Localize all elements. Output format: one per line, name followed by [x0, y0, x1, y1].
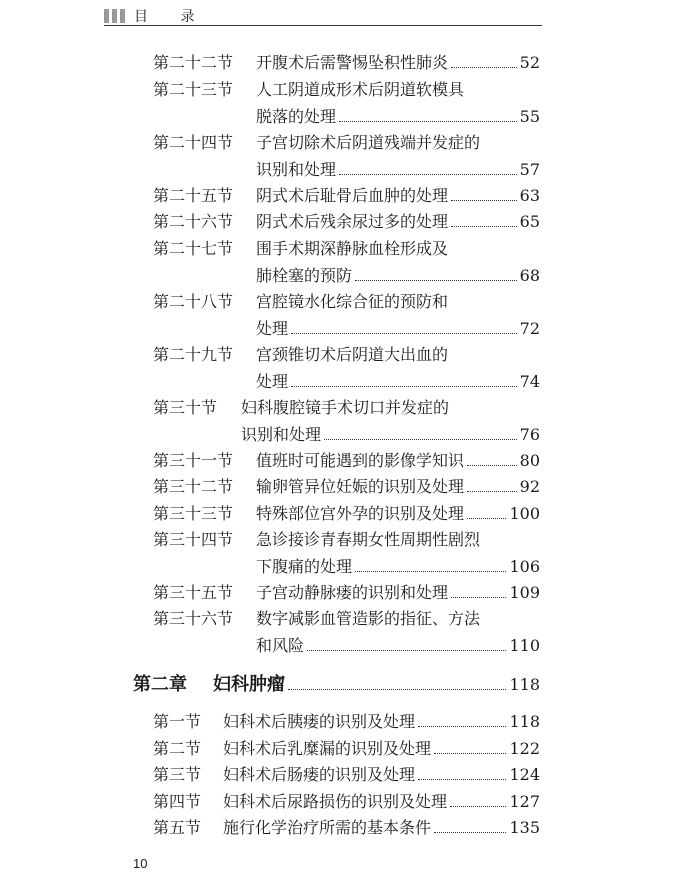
toc-entry-line: [153, 527, 480, 550]
toc-entry-line: [256, 554, 540, 577]
entry-title: 妇科术后肠瘘的识别及处理: [223, 765, 416, 784]
entry-title: 处理: [256, 371, 289, 391]
section-label: 第三十二节: [153, 477, 234, 496]
entry-page: 110: [509, 635, 540, 655]
dot-leader: [467, 465, 517, 466]
entry-title: 阴式术后残余尿过多的处理: [256, 212, 449, 231]
dot-leader: [291, 386, 517, 387]
entry-page: 135: [509, 818, 540, 837]
dot-leader: [339, 174, 517, 175]
toc-entry-line: [153, 50, 540, 73]
toc-entry-line: [256, 633, 540, 656]
section-label: 第三十四节: [153, 530, 234, 549]
dot-leader: [450, 806, 506, 807]
header-decoration: [104, 9, 126, 23]
toc-entry-line: [153, 709, 540, 732]
toc-entry-line: [153, 342, 448, 365]
dot-leader: [451, 200, 517, 201]
toc-entry-line: [256, 369, 540, 392]
entry-page: 72: [519, 318, 540, 338]
chapter-label: 第二章: [133, 674, 187, 695]
dot-leader: [291, 333, 517, 334]
section-label: 第二节: [153, 739, 202, 758]
toc-entry-line: [153, 448, 540, 471]
section-label: 第一节: [153, 712, 202, 731]
dot-leader: [467, 491, 517, 492]
dot-leader: [418, 779, 506, 780]
entry-title: 下腹痛的处理: [256, 556, 353, 576]
entry-title: 肺栓塞的预防: [256, 265, 353, 285]
toc-entry-line: [153, 236, 448, 259]
entry-title: 人工阴道成形术后阴道软模具: [256, 80, 465, 99]
section-label: 第三节: [153, 765, 202, 784]
entry-page: 55: [519, 106, 540, 126]
entry-page: 106: [509, 556, 540, 576]
dot-leader: [451, 597, 506, 598]
toc-entry-line: [241, 422, 540, 445]
dot-leader: [467, 518, 506, 519]
entry-title: 子宫动静脉瘘的识别和处理: [256, 583, 449, 602]
entry-title: 特殊部位宫外孕的识别及处理: [256, 504, 465, 523]
section-label: 第二十六节: [153, 212, 234, 231]
entry-title: 值班时可能遇到的影像学知识: [256, 451, 465, 470]
entry-title: 识别和处理: [256, 159, 337, 179]
page-number: 10: [133, 856, 148, 871]
dot-leader: [355, 280, 517, 281]
entry-title: 围手术期深静脉血栓形成及: [256, 239, 449, 258]
dot-leader: [339, 121, 517, 122]
dot-leader: [434, 832, 506, 833]
entry-page: 52: [519, 53, 540, 72]
dot-leader: [324, 439, 517, 440]
section-label: 第二十四节: [153, 133, 234, 152]
entry-title: 开腹术后需警惕坠积性肺炎: [256, 53, 449, 72]
section-label: 第三十三节: [153, 504, 234, 523]
dot-leader: [418, 726, 506, 727]
entry-page: 92: [519, 477, 540, 496]
toc-entry-line: [153, 474, 540, 497]
chapter-title: 妇科肿瘤: [213, 674, 285, 695]
entry-page: 76: [519, 424, 540, 444]
entry-title: 宫颈锥切术后阴道大出血的: [256, 345, 449, 364]
chapter-heading: [133, 670, 540, 696]
entry-page: 80: [519, 451, 540, 470]
dot-leader: [288, 689, 506, 690]
toc-entry-line: [153, 580, 540, 603]
dot-leader: [434, 753, 506, 754]
toc-entry-line: [153, 501, 540, 524]
section-label: 第三十一节: [153, 451, 234, 470]
entry-title: 妇科术后乳糜漏的识别及处理: [223, 739, 432, 758]
entry-title: 急诊接诊青春期女性周期性剧烈: [256, 530, 481, 549]
entry-page: 127: [509, 792, 540, 811]
section-label: 第三十节: [153, 398, 218, 417]
toc-entry-line: [256, 104, 540, 127]
entry-page: 124: [509, 765, 540, 784]
entry-title: 和风险: [256, 635, 305, 655]
section-label: 第二十三节: [153, 80, 234, 99]
entry-page: 65: [519, 212, 540, 231]
entry-title: 识别和处理: [241, 424, 322, 444]
entry-title: 妇科术后尿路损伤的识别及处理: [223, 792, 448, 811]
toc-entry-line: [256, 157, 540, 180]
toc-entry-line: [153, 289, 448, 312]
toc-entry-line: [153, 762, 540, 785]
toc-entry-line: [153, 209, 540, 232]
toc-entry-line: [153, 130, 480, 153]
entry-page: 100: [509, 504, 540, 523]
toc-entry-line: [153, 815, 540, 838]
entry-title: 处理: [256, 318, 289, 338]
dot-leader: [307, 650, 506, 651]
entry-page: 68: [519, 265, 540, 285]
section-label: 第四节: [153, 792, 202, 811]
toc-entry-line: [153, 77, 464, 100]
chapter-page: 118: [509, 675, 540, 694]
running-header: [104, 4, 542, 26]
toc-entry-line: [256, 316, 540, 339]
toc-entry-line: [153, 606, 480, 629]
section-label: 第三十六节: [153, 609, 234, 628]
entry-page: 74: [519, 371, 540, 391]
section-label: 第五节: [153, 818, 202, 837]
dot-leader: [451, 226, 517, 227]
entry-page: 118: [509, 712, 540, 731]
section-label: 第二十八节: [153, 292, 234, 311]
entry-title: 子宫切除术后阴道残端并发症的: [256, 133, 481, 152]
entry-title: 脱落的处理: [256, 106, 337, 126]
toc-entry-line: [153, 789, 540, 812]
entry-page: 57: [519, 159, 540, 179]
section-label: 第二十二节: [153, 53, 234, 72]
header-title: 目 录: [134, 9, 209, 25]
dot-leader: [451, 67, 517, 68]
entry-title: 妇科术后胰瘘的识别及处理: [223, 712, 416, 731]
toc-entry-line: [256, 263, 540, 286]
entry-title: 妇科腹腔镜手术切口并发症的: [241, 398, 450, 417]
toc-entry-line: [153, 736, 540, 759]
toc-entry-line: [153, 395, 449, 418]
toc-entry-line: [153, 183, 540, 206]
header-rule: [104, 25, 542, 26]
entry-title: 阴式术后耻骨后血肿的处理: [256, 186, 449, 205]
entry-title: 数字减影血管造影的指征、方法: [256, 609, 481, 628]
dot-leader: [355, 571, 506, 572]
entry-title: 施行化学治疗所需的基本条件: [223, 818, 432, 837]
section-label: 第二十九节: [153, 345, 234, 364]
entry-page: 63: [519, 186, 540, 205]
section-label: 第二十七节: [153, 239, 234, 258]
section-label: 第三十五节: [153, 583, 234, 602]
entry-title: 输卵管异位妊娠的识别及处理: [256, 477, 465, 496]
section-label: 第二十五节: [153, 186, 234, 205]
entry-page: 122: [509, 739, 540, 758]
entry-page: 109: [509, 583, 540, 602]
entry-title: 宫腔镜水化综合征的预防和: [256, 292, 449, 311]
